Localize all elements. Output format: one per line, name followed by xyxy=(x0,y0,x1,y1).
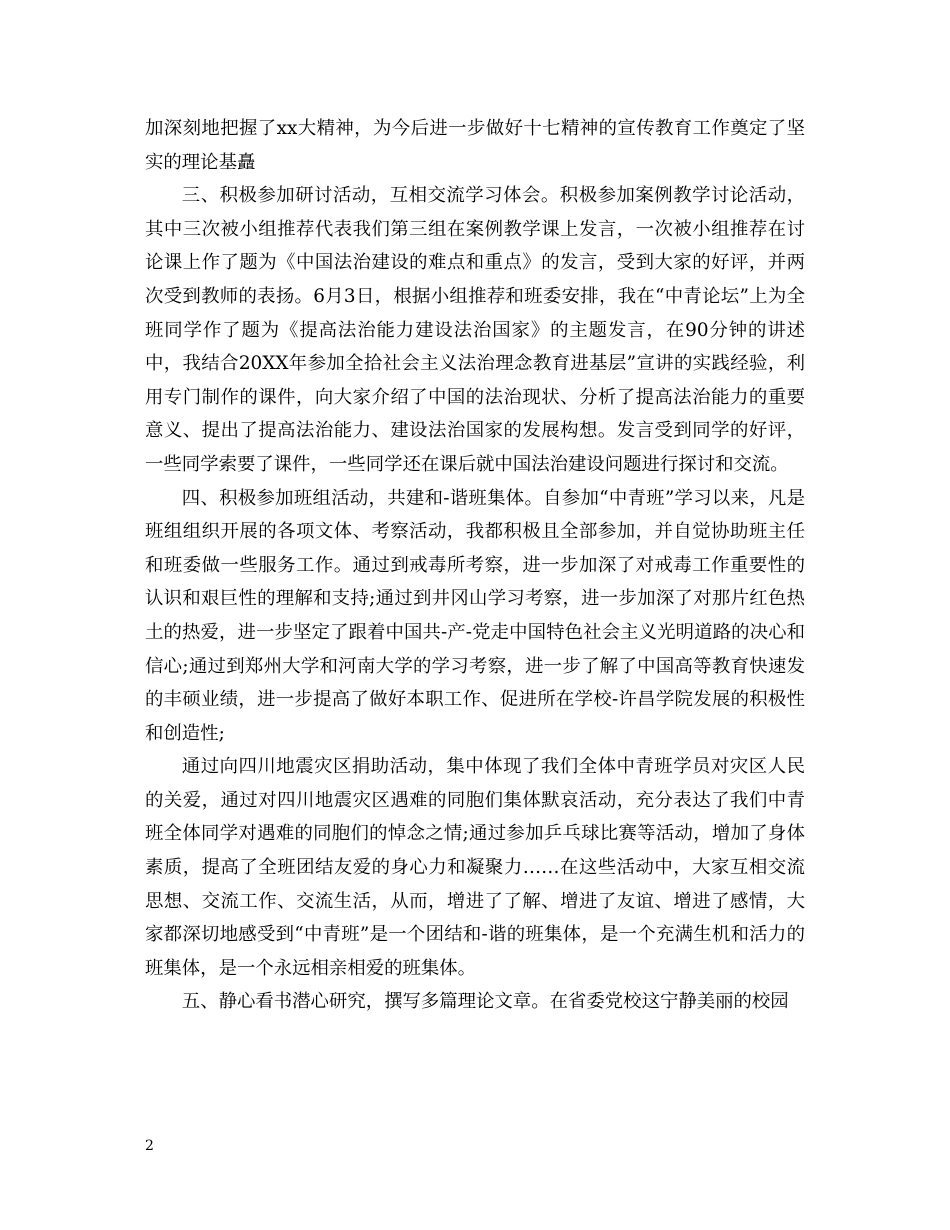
document-body xyxy=(145,112,805,1019)
page-number: 2 xyxy=(145,1138,154,1154)
paragraph-2: 三、积极参加研讨活动，互相交流学习体会。积极参加案例教学讨论活动，其中三次被小组推荐代表我们第三组在案例教学课上发言，一次被小组推荐在讨论课上作了题为《中国法治建设的难点和重点》的发言，受到大家的好评，并两次受到教师的表扬。6月3日，根据小组推荐和班委安排，我在“中青论坛”上为全班同学作了题为《提高法治能力建设法治国家》的主题发言，在90分钟的讲述中，我结合20XX年参加全拾社会主义法治理念教育进基层”宣讲的实践经验，利用专门制作的课件，向大家介绍了中国的法治现状、分析了提高法治能力的重要意义、提出了提高法治能力、建设法治国家的发展构想。发言受到同学的好评，一些同学索要了课件，一些同学还在课后就中国法治建设问题进行探讨和交流。 xyxy=(145,185,805,475)
paragraph-5: 五、静心看书潜心研究，撰写多篇理论文章。在省委党校这宁静美丽的校园 xyxy=(181,991,789,1013)
paragraph-1: 加深刻地把握了xx大精神，为今后进一步做好十七精神的宣传教育工作奠定了坚实的理论基矗 xyxy=(145,118,805,173)
paragraph-3: 四、积极参加班组活动，共建和-谐班集体。自参加“中青班”学习以来，凡是班组组织开展的各项文体、考察活动，我都积极且全部参加，并自觉协助班主任和班委做一些服务工作。通过到戒毒所考察，进一步加深了对戒毒工作重要性的认识和艰巨性的理解和支持;通过到井冈山学习考察，进一步加深了对那片红色热土的热爱，进一步坚定了跟着中国共-产-党走中国特色社会主义光明道路的决心和信心;通过到郑州大学和河南大学的学习考察，进一步了解了中国高等教育快速发的丰硕业绩，进一步提高了做好本职工作、促进所在学校-许昌学院发展的积极性和创造性; xyxy=(145,487,805,744)
paragraph-4: 通过向四川地震灾区捐助活动，集中体现了我们全体中青班学员对灾区人民的关爱，通过对四川地震灾区遇难的同胞们集体默哀活动，充分表达了我们中青班全体同学对遇难的同胞们的悼念之情;通过参加乒乓球比赛等活动，增加了身体素质，提高了全班团结友爱的身心力和凝聚力……在这些活动中，大家互相交流思想、交流工作、交流生活，从而，增进了了解、增进了友谊、增进了感情，大家都深切地感受到“中青班”是一个团结和-谐的班集体，是一个充满生机和活力的班集体，是一个永远相亲相爱的班集体。 xyxy=(145,756,805,979)
